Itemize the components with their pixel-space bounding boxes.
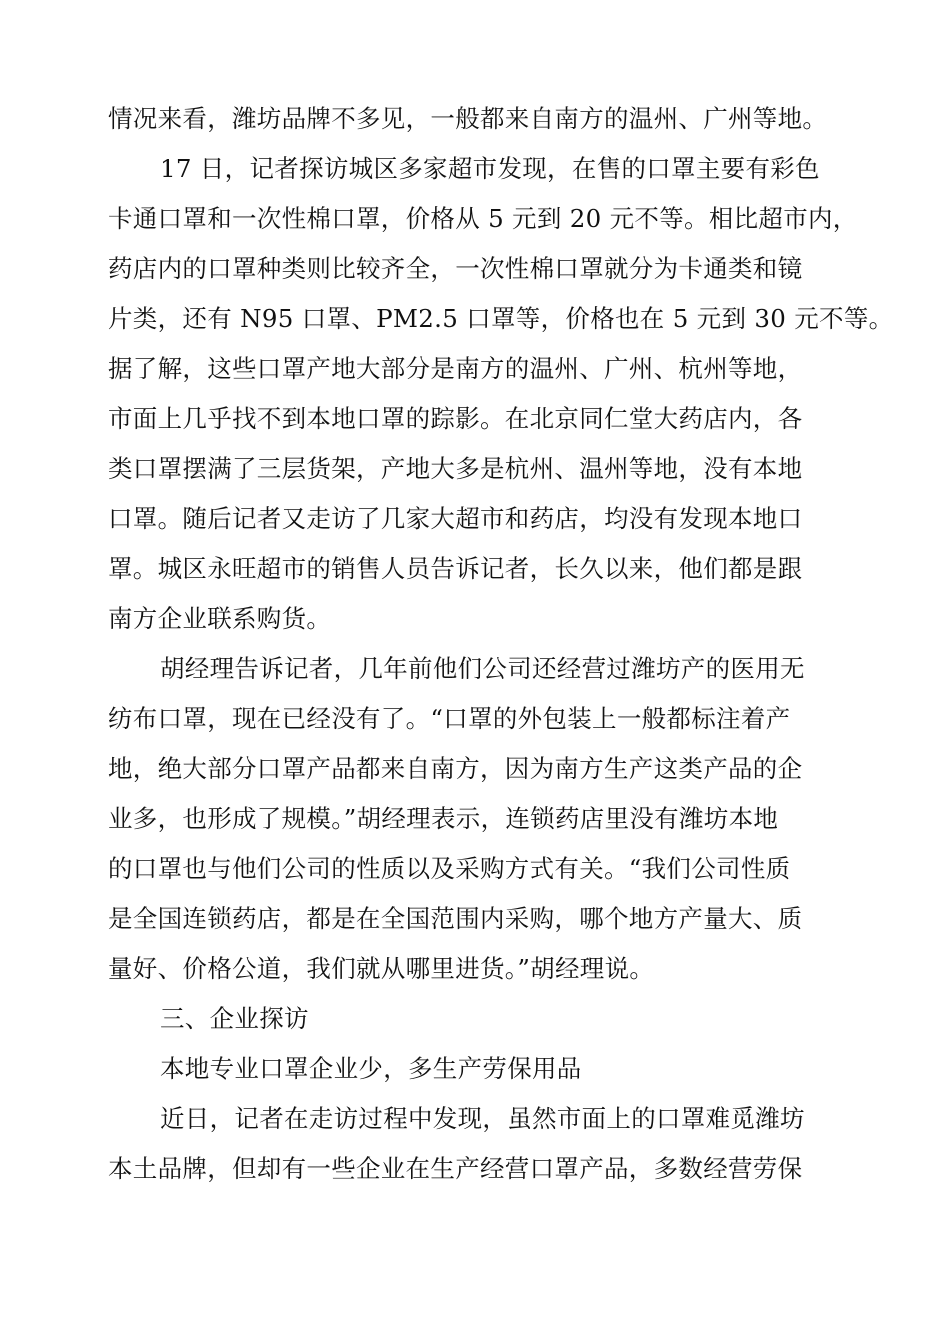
text-line: 纺布口罩，现在已经没有了。“口罩的外包装上一般都标注着产 (108, 704, 791, 733)
text-line: 量好、价格公道，我们就从哪里进货。”胡经理说。 (108, 954, 655, 983)
text-line: 据了解，这些口罩产地大部分是南方的温州、广州、杭州等地， (108, 354, 803, 383)
section-heading: 三、企业探访 (160, 1004, 309, 1033)
text-line: 17 日，记者探访城区多家超市发现，在售的口罩主要有彩色 (160, 154, 820, 183)
text-line: 业多，也形成了规模。”胡经理表示，连锁药店里没有潍坊本地 (108, 804, 779, 833)
text-line: 南方企业联系购货。 (108, 604, 332, 633)
text-line: 胡经理告诉记者，几年前他们公司还经营过潍坊产的医用无 (160, 654, 805, 683)
text-line: 近日，记者在走访过程中发现，虽然市面上的口罩难觅潍坊 (160, 1104, 805, 1133)
text-line: 市面上几乎找不到本地口罩的踪影。在北京同仁堂大药店内，各 (108, 404, 803, 433)
text-line: 情况来看，潍坊品牌不多见，一般都来自南方的温州、广州等地。 (108, 104, 828, 133)
text-line: 药店内的口罩种类则比较齐全，一次性棉口罩就分为卡通类和镜 (108, 254, 803, 283)
text-line: 的口罩也与他们公司的性质以及采购方式有关。“我们公司性质 (108, 854, 791, 883)
text-line: 地，绝大部分口罩产品都来自南方，因为南方生产这类产品的企 (108, 754, 803, 783)
text-line: 片类，还有 N95 口罩、PM2.5 口罩等，价格也在 5 元到 30 元不等。 (108, 304, 894, 333)
subheading: 本地专业口罩企业少，多生产劳保用品 (160, 1054, 582, 1083)
text-line: 卡通口罩和一次性棉口罩，价格从 5 元到 20 元不等。相比超市内， (108, 204, 858, 233)
text-line: 罩。城区永旺超市的销售人员告诉记者，长久以来，他们都是跟 (108, 554, 803, 583)
text-line: 是全国连锁药店，都是在全国范围内采购，哪个地方产量大、质 (108, 904, 803, 933)
text-line: 本土品牌，但却有一些企业在生产经营口罩产品，多数经营劳保 (108, 1154, 803, 1183)
text-line: 类口罩摆满了三层货架，产地大多是杭州、温州等地，没有本地 (108, 454, 803, 483)
text-line: 口罩。随后记者又走访了几家大超市和药店，均没有发现本地口 (108, 504, 803, 533)
